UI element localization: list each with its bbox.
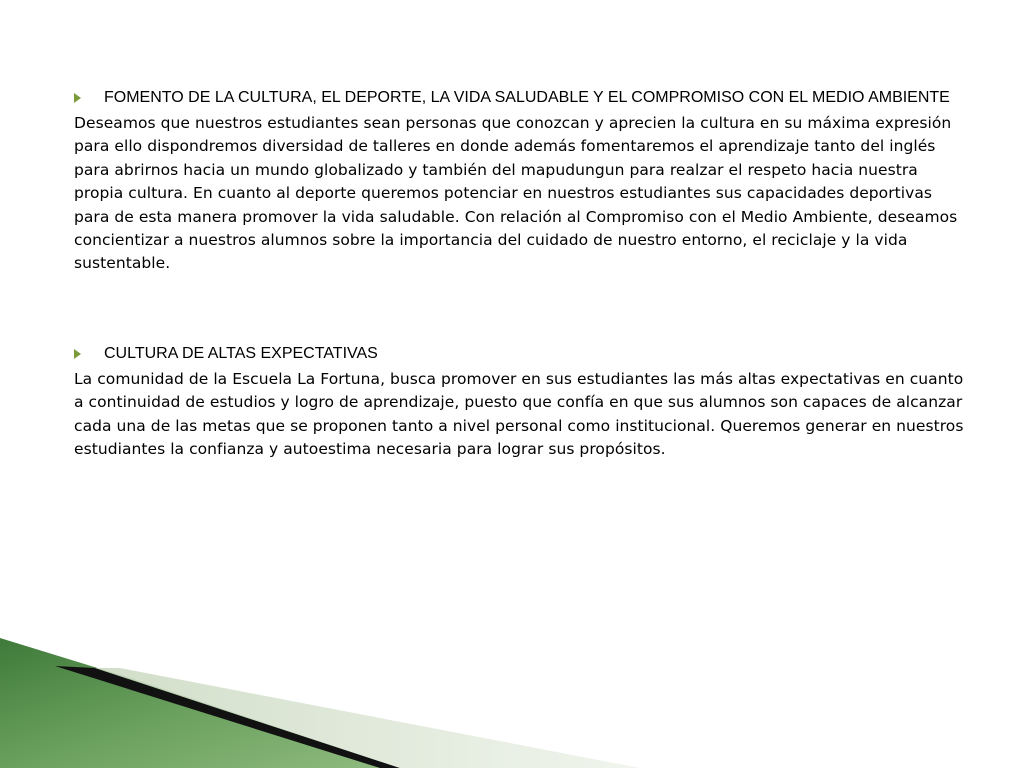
section-culture-sports bbox=[74, 89, 966, 276]
slide-content bbox=[74, 89, 966, 461]
triangle-right-icon bbox=[74, 89, 104, 103]
decorative-corner-bands bbox=[0, 638, 1024, 768]
section-heading-row bbox=[74, 89, 966, 106]
section-high-expectations bbox=[74, 345, 966, 462]
section-heading-row bbox=[74, 345, 966, 362]
section-heading: FOMENTO DE LA CULTURA, EL DEPORTE, LA VIDA SALUDABLE Y EL COMPROMISO CON EL MEDIO AMBIENTE bbox=[104, 89, 950, 106]
section-body: La comunidad de la Escuela La Fortuna, busca promover en sus estudiantes las más altas expectativas en cuanto a continuidad de estudios y logro de aprendizaje, puesto que confía en que sus alumnos son capaces de alcanzar cada una de las metas que se proponen tanto a nivel personal como institucional. Queremos generar en nuestros estudiantes la confianza y autoestima necesaria para lograr sus propósitos. bbox=[74, 369, 964, 459]
section-heading: CULTURA DE ALTAS EXPECTATIVAS bbox=[104, 344, 378, 362]
section-body: Deseamos que nuestros estudiantes sean personas que conozcan y aprecien la cultura en su máxima expresión para ello dispondremos diversidad de talleres en donde además fomentaremos el aprendizaje tanto del inglés para abrirnos hacia un mundo globalizado y también del mapudungun para realzar el respeto hacia nuestra propia cultura. En cuanto al deporte queremos potenciar en nuestros estudiantes sus capacidades deportivas para de esta manera promover la vida saludable. Con relación al Compromiso con el Medio Ambiente, deseamos concientizar a nuestros alumnos sobre la importancia del cuidado de nuestro entorno, el reciclaje y la vida sustentable. bbox=[74, 114, 958, 273]
triangle-right-icon bbox=[74, 345, 104, 359]
